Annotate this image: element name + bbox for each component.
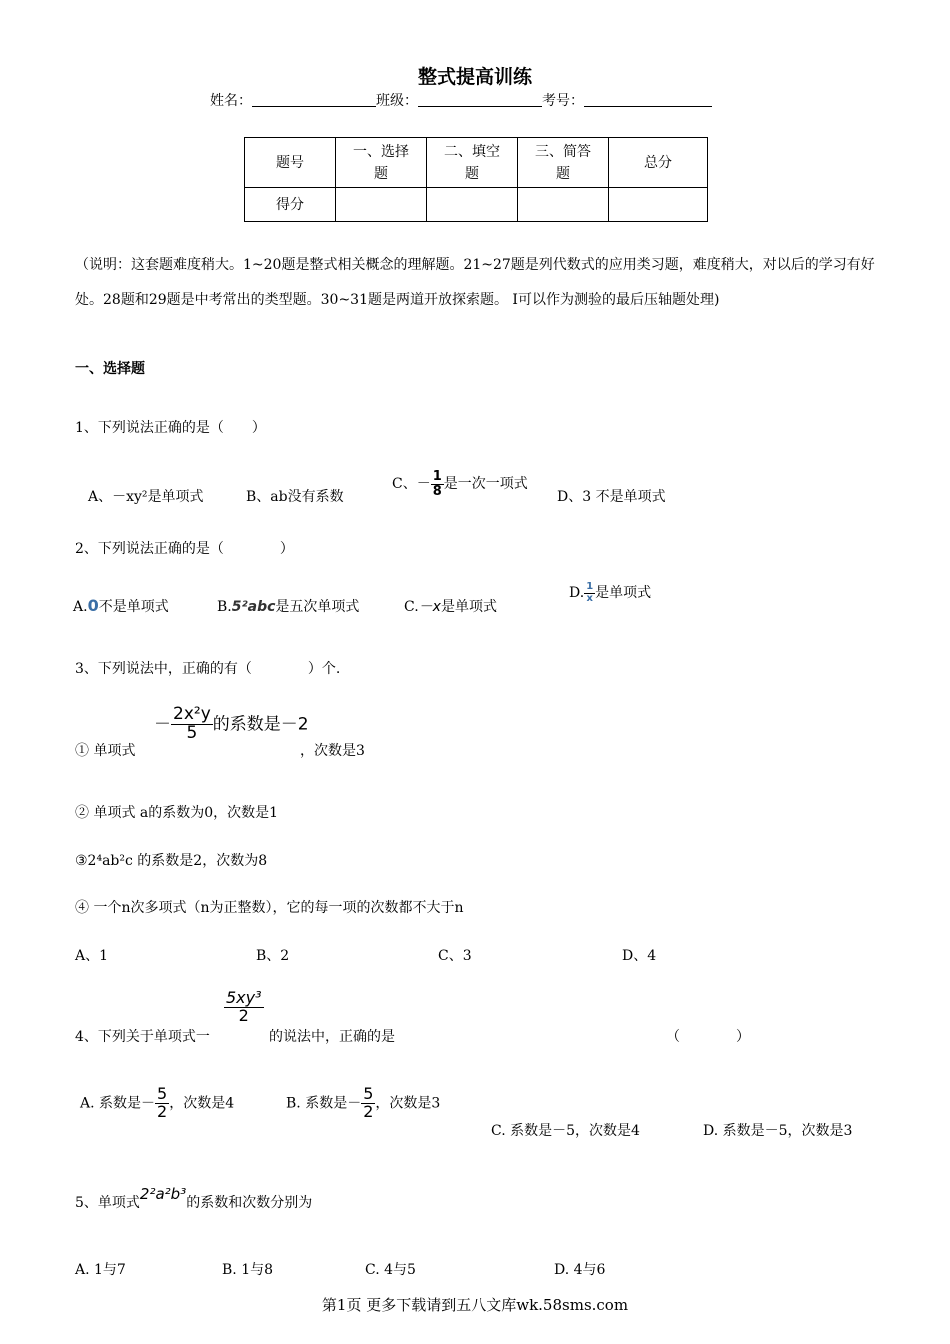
q3-option-d: D、4	[622, 948, 657, 964]
q2-option-a: A.0不是单项式	[73, 596, 169, 615]
q1-option-b: B、ab没有系数	[246, 489, 344, 505]
score-cell	[518, 188, 609, 222]
q3-item-4: ④ 一个n次多项式（n为正整数），它的每一项的次数都不大于n	[75, 900, 464, 916]
q4-option-c: C. 系数是－5，次数是4	[491, 1123, 640, 1139]
q3-item-1-expression: － $\frac{\text{2x²y}}{5}$ 的系数是－2	[154, 704, 309, 743]
page-footer: 第1页 更多下载请到五八文库wk.58sms.com	[321, 1296, 629, 1314]
fraction: $\frac{5}{2}$	[363, 1084, 374, 1121]
question-1-stem: 1、下列说法正确的是（ ）	[75, 420, 266, 436]
class-label: 班级：	[376, 93, 418, 109]
q2-option-c: C.－x是单项式	[404, 599, 497, 615]
q5-option-c: C. 4与5	[365, 1262, 416, 1278]
score-table-score-row	[245, 188, 708, 222]
question-4-stem-start: 4、下列关于单项式一	[75, 1029, 210, 1045]
score-header-cell: 二、填空 题	[427, 138, 518, 188]
section-heading: 一、选择题	[75, 361, 145, 377]
q1-option-d: D、3 不是单项式	[557, 489, 666, 505]
fraction: $\frac{\text{2x²y}}{5}$	[173, 704, 211, 743]
q4-option-b: B. 系数是－ $\frac{5}{2}$ ，次数是3	[286, 1084, 441, 1121]
q5-option-b: B. 1与8	[222, 1262, 274, 1278]
instructions-note: （说明：这套题难度稍大。1~20题是整式相关概念的理解题。21~27题是列代数式的应用类习题，难度稍大，对以后的学习有好处。28题和29题是中考常出的类型题。30~31题是两道开放探索题。 I可以作为测验的最后压轴题处理)	[75, 257, 875, 308]
exam-number-label: 考号：	[542, 93, 584, 109]
class-blank	[418, 92, 542, 107]
name-label: 姓名：	[210, 93, 252, 109]
page-title: 整式提高训练	[417, 66, 532, 88]
q4-option-a: A. 系数是－ $\frac{5}{2}$ ，次数是4	[80, 1084, 235, 1121]
score-header-cell: 总分	[609, 138, 708, 188]
score-cell	[427, 188, 518, 222]
q4-answer-paren: （ ）	[666, 1029, 750, 1045]
q3-item-2: ② 单项式 a的系数为0，次数是1	[75, 805, 279, 821]
fraction: $\frac{1}{8}$	[432, 469, 442, 499]
fraction: $\frac{1}{x}$	[586, 581, 594, 604]
q3-item-1: ① 单项式	[75, 743, 136, 759]
score-row-label: 得分	[245, 188, 336, 222]
score-table-header-row	[245, 138, 708, 188]
q1-option-c: C、－ $\frac{1}{8}$ 是一次一项式	[392, 469, 528, 499]
q5-option-d: D. 4与6	[554, 1262, 606, 1278]
fraction: $\frac{\text{5xy³}}{2}$	[226, 988, 262, 1025]
q1-option-a: A、－xy²是单项式	[88, 489, 204, 505]
score-header-cell: 三、简答 题	[518, 138, 609, 188]
score-table	[244, 137, 708, 222]
question-4-stem-end: 的说法中，正确的是	[269, 1029, 395, 1045]
score-cell	[609, 188, 708, 222]
q3-option-b: B、2	[256, 948, 290, 964]
q4-option-d: D. 系数是－5，次数是3	[703, 1123, 853, 1139]
q3-option-a: A、1	[75, 948, 109, 964]
q3-option-c: C、3	[438, 948, 472, 964]
score-cell	[336, 188, 427, 222]
score-header-cell: 一、选择 题	[336, 138, 427, 188]
q2-option-d: D. $\frac{1}{x}$ 是单项式	[569, 581, 652, 604]
q4-monomial	[224, 990, 264, 1025]
q3-item-3: ③2⁴ab²c 的系数是2，次数为8	[75, 853, 268, 869]
question-2-stem: 2、下列说法正确的是（ ）	[75, 541, 294, 557]
exam-number-blank	[584, 92, 712, 107]
question-5-stem: 5、单项式2²a²b³的系数和次数分别为	[75, 1185, 313, 1211]
q3-item-1-degree: ，次数是3	[300, 743, 365, 759]
name-blank	[252, 92, 376, 107]
question-3-stem: 3、下列说法中，正确的有（ ）个.	[75, 661, 341, 677]
score-header-cell: 题号	[245, 138, 336, 188]
q2-option-b: B.5²abc是五次单项式	[217, 599, 360, 615]
student-info-line	[210, 90, 712, 110]
q5-option-a: A. 1与7	[75, 1262, 126, 1278]
fraction: $\frac{5}{2}$	[157, 1084, 168, 1121]
